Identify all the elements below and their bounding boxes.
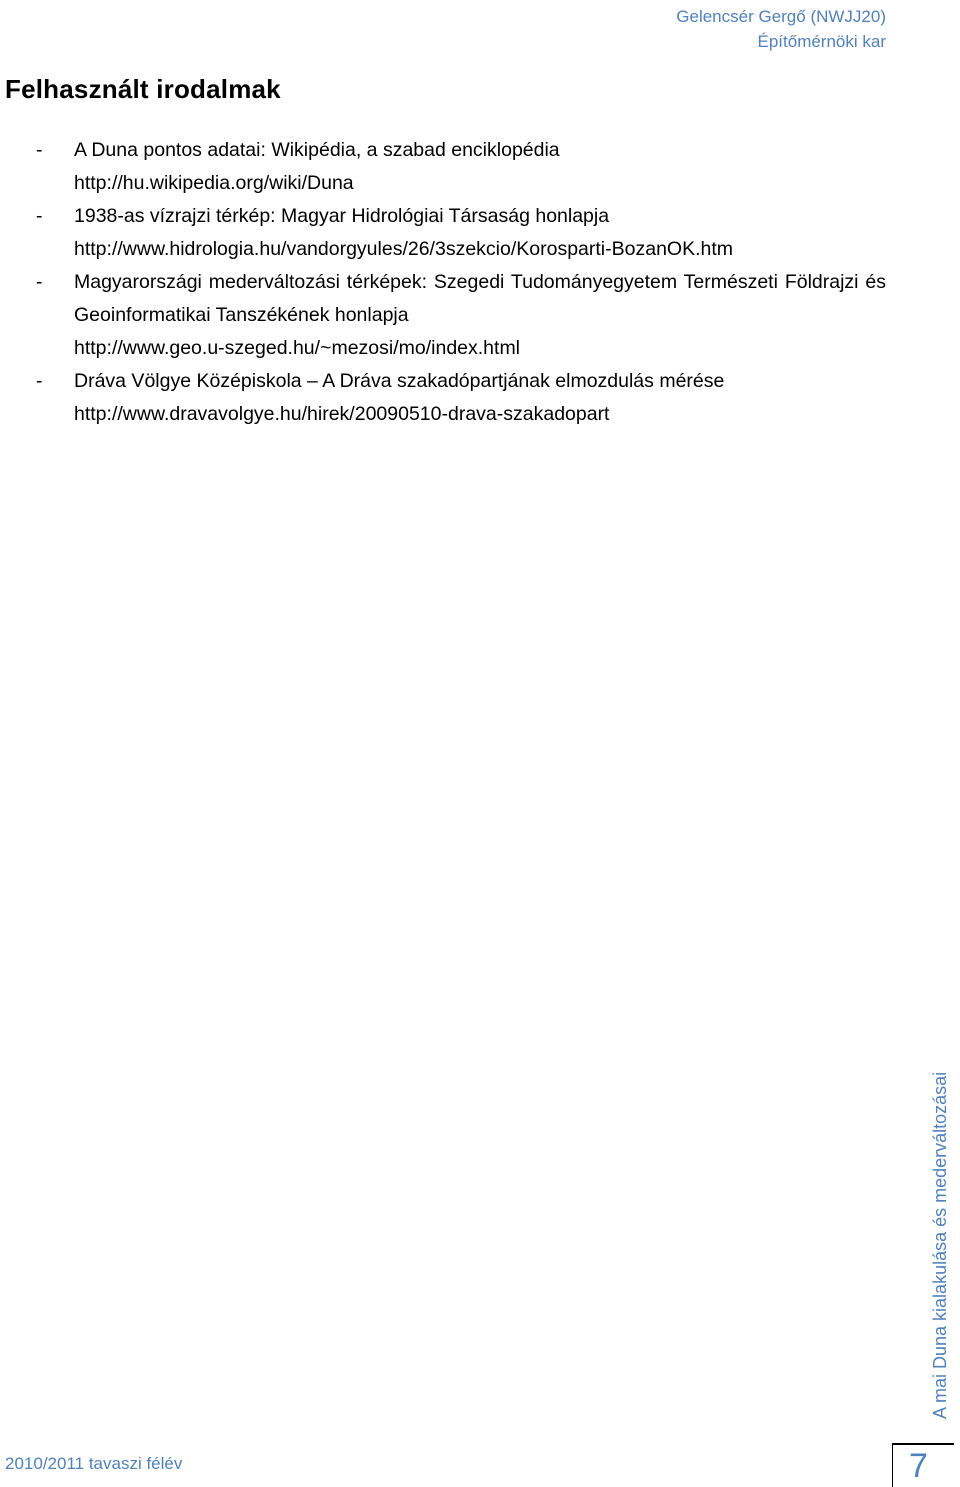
footer-divider: [892, 1443, 954, 1445]
section-title: Felhasznált irodalmak: [5, 74, 281, 104]
reference-item: [36, 134, 886, 200]
reference-link[interactable]: http://www.hidrologia.hu/vandorgyules/26/3szekcio/Korosparti-BozanOK.htm: [74, 238, 734, 260]
list-marker: -: [36, 139, 43, 161]
reference-list: [36, 134, 886, 431]
reference-link[interactable]: http://www.geo.u-szeged.hu/~mezosi/mo/index.html: [74, 337, 521, 359]
reference-item: [36, 266, 886, 365]
list-marker: -: [36, 271, 43, 293]
reference-link[interactable]: http://www.dravavolgye.hu/hirek/20090510-drava-szakadopart: [74, 403, 610, 425]
reference-text: Dráva Völgye Középiskola – A Dráva szakadópartjának elmozdulás mérése: [74, 370, 725, 392]
reference-text: 1938-as vízrajzi térkép: Magyar Hidrológiai Társaság honlapja: [74, 205, 610, 227]
side-document-title: A mai Duna kialakulása és mederváltozásai: [930, 1071, 950, 1419]
page-number: 7: [909, 1447, 928, 1485]
reference-item: [36, 365, 886, 431]
reference-item: [36, 200, 886, 266]
reference-link[interactable]: http://hu.wikipedia.org/wiki/Duna: [74, 172, 354, 194]
list-marker: -: [36, 370, 43, 392]
page-header: [676, 4, 886, 54]
header-author: Gelencsér Gergő (NWJJ20): [676, 7, 886, 26]
header-faculty: Építőmérnöki kar: [757, 32, 886, 51]
list-marker: -: [36, 205, 43, 227]
reference-text: A Duna pontos adatai: Wikipédia, a szabad enciklopédia: [74, 139, 560, 161]
footer-semester: 2010/2011 tavaszi félév: [5, 1454, 183, 1473]
footer-divider-vertical: [892, 1443, 893, 1487]
reference-text: Magyarországi mederváltozási térképek: Szegedi Tudományegyetem Természeti Földrajzi és Geoinformatikai Tanszékének honlapja: [74, 271, 886, 326]
